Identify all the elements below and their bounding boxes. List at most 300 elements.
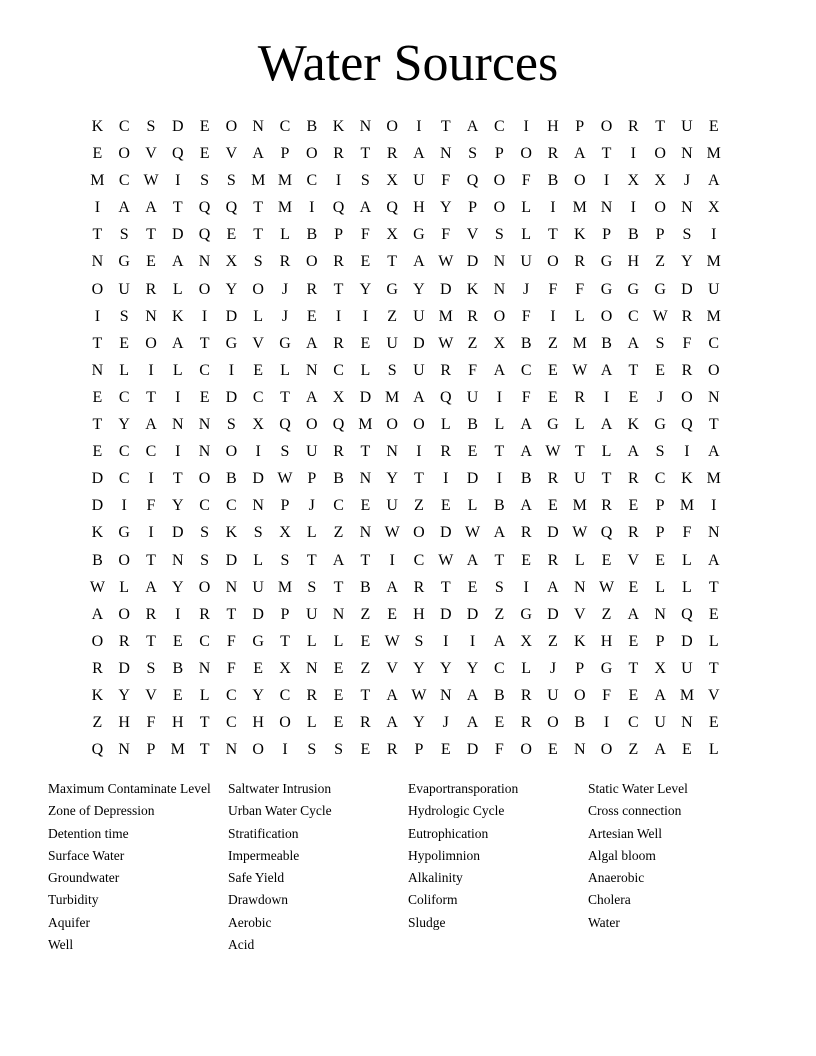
word-item: Impermeable bbox=[228, 847, 300, 863]
grid-letter: Q bbox=[279, 416, 291, 434]
grid-letter: T bbox=[494, 551, 505, 569]
grid-letter: X bbox=[279, 524, 291, 542]
grid-letter: A bbox=[707, 551, 720, 569]
grid-letter: U bbox=[681, 659, 693, 677]
grid-letter: A bbox=[547, 578, 559, 596]
grid-letter: Y bbox=[386, 470, 398, 488]
grid-letter: C bbox=[333, 361, 344, 379]
grid-letter: I bbox=[175, 172, 181, 190]
grid-letter: V bbox=[252, 334, 264, 352]
grid-letter: A bbox=[359, 199, 372, 217]
grid-letter: T bbox=[601, 470, 612, 488]
grid-letter: T bbox=[253, 199, 264, 217]
grid-letter: W bbox=[465, 524, 481, 542]
grid-letter: O bbox=[520, 741, 532, 759]
grid-letter: K bbox=[91, 118, 104, 135]
grid-letter: R bbox=[547, 551, 559, 569]
grid-letter: I bbox=[175, 443, 181, 461]
grid-letter: J bbox=[683, 172, 691, 190]
grid-letter: D bbox=[547, 524, 559, 542]
grid-letter: A bbox=[707, 172, 720, 190]
grid-letter: R bbox=[118, 632, 130, 650]
grid-letter: N bbox=[681, 145, 693, 163]
grid-letter: O bbox=[305, 253, 318, 271]
grid-letter: K bbox=[172, 307, 184, 325]
grid-letter: N bbox=[225, 741, 238, 759]
word-item: Aquifer bbox=[48, 914, 90, 930]
grid-letter: R bbox=[681, 361, 693, 379]
grid-letter: D bbox=[681, 280, 693, 298]
grid-letter: Q bbox=[198, 199, 211, 217]
grid-letter: S bbox=[119, 307, 129, 325]
word-item: Hydrologic Cycle bbox=[408, 803, 505, 819]
grid-letter: S bbox=[253, 524, 263, 542]
grid-letter: D bbox=[466, 470, 479, 488]
grid-letter: S bbox=[682, 226, 692, 244]
grid-letter: Q bbox=[332, 416, 345, 434]
word-item: Algal bloom bbox=[588, 847, 656, 863]
grid-letter: Y bbox=[413, 714, 425, 732]
grid-letter: Y bbox=[172, 497, 184, 515]
grid-letter: D bbox=[359, 388, 372, 406]
grid-letter: S bbox=[200, 524, 210, 542]
grid-letter: B bbox=[574, 714, 586, 732]
grid-letter: N bbox=[573, 741, 586, 759]
grid-letter: Q bbox=[332, 199, 345, 217]
grid-letter: X bbox=[225, 253, 238, 271]
grid-letter: A bbox=[573, 145, 586, 163]
grid-letter: N bbox=[172, 551, 184, 569]
grid-letter: I bbox=[335, 172, 342, 190]
grid-letter: N bbox=[573, 578, 586, 596]
grid-letter: I bbox=[496, 388, 503, 406]
grid-letter: K bbox=[573, 632, 586, 650]
grid-letter: M bbox=[706, 307, 721, 325]
grid-letter: I bbox=[443, 632, 449, 650]
grid-letter: C bbox=[199, 497, 210, 515]
grid-letter: Y bbox=[439, 199, 452, 217]
grid-letter: L bbox=[682, 551, 692, 569]
grid-letter: G bbox=[547, 416, 559, 434]
grid-letter: I bbox=[94, 307, 101, 325]
grid-letter: Y bbox=[172, 578, 184, 596]
grid-letter: G bbox=[654, 416, 666, 434]
grid-letter: W bbox=[384, 524, 400, 542]
grid-letter: C bbox=[118, 470, 130, 488]
grid-letter: A bbox=[466, 714, 479, 732]
grid-letter: I bbox=[335, 307, 342, 325]
grid-letter: J bbox=[523, 280, 530, 298]
grid-letter: B bbox=[494, 686, 505, 704]
grid-letter: Z bbox=[360, 605, 371, 623]
grid-letter: I bbox=[148, 524, 154, 542]
grid-letter: E bbox=[708, 714, 719, 732]
grid-letter: K bbox=[225, 524, 238, 542]
grid-letter: T bbox=[574, 443, 585, 461]
grid-letter: T bbox=[387, 253, 398, 271]
grid-letter: D bbox=[413, 334, 425, 352]
grid-letter: R bbox=[520, 714, 532, 732]
grid-letter: H bbox=[252, 714, 264, 732]
grid-letter: Q bbox=[681, 416, 693, 434]
grid-letter: X bbox=[279, 659, 291, 677]
grid-letter: R bbox=[574, 388, 586, 406]
grid-letter: B bbox=[628, 226, 639, 244]
grid-letter: N bbox=[386, 443, 398, 461]
grid-letter: F bbox=[682, 334, 692, 352]
grid-letter: A bbox=[145, 578, 157, 596]
letter-grid bbox=[84, 113, 727, 763]
word-item: Artesian Well bbox=[588, 825, 663, 841]
grid-letter: F bbox=[468, 361, 477, 379]
grid-letter: U bbox=[305, 443, 318, 461]
grid-letter: Z bbox=[655, 253, 666, 271]
grid-letter: W bbox=[438, 253, 454, 271]
grid-letter: T bbox=[333, 280, 344, 298]
grid-letter: I bbox=[201, 307, 208, 325]
grid-letter: O bbox=[413, 524, 425, 542]
grid-letter: Y bbox=[118, 416, 130, 434]
grid-letter: R bbox=[440, 443, 452, 461]
grid-letter: L bbox=[199, 686, 210, 704]
grid-letter: N bbox=[145, 307, 157, 325]
grid-letter: E bbox=[521, 551, 532, 569]
grid-letter: L bbox=[682, 578, 692, 596]
word-item: Safe Yield bbox=[228, 870, 285, 886]
grid-letter: W bbox=[572, 524, 588, 542]
grid-letter: O bbox=[198, 578, 211, 596]
grid-letter: O bbox=[252, 741, 264, 759]
grid-letter: F bbox=[494, 741, 504, 759]
grid-letter: E bbox=[333, 659, 344, 677]
grid-letter: Z bbox=[414, 497, 424, 515]
grid-letter: M bbox=[277, 578, 293, 596]
word-item: Acid bbox=[228, 937, 255, 953]
grid-letter: T bbox=[199, 714, 210, 732]
grid-letter: R bbox=[547, 145, 559, 163]
grid-letter: W bbox=[652, 307, 668, 325]
grid-letter: A bbox=[118, 199, 130, 217]
grid-letter: P bbox=[655, 226, 665, 244]
grid-letter: M bbox=[385, 388, 400, 406]
grid-letter: O bbox=[145, 334, 157, 352]
grid-letter: A bbox=[627, 443, 640, 461]
grid-letter: R bbox=[199, 605, 210, 623]
grid-letter: E bbox=[253, 659, 264, 677]
grid-letter: V bbox=[627, 551, 640, 569]
grid-letter: S bbox=[280, 443, 290, 461]
grid-letter: O bbox=[225, 443, 238, 461]
word-item: Urban Water Cycle bbox=[228, 803, 332, 819]
grid-letter: I bbox=[603, 714, 610, 732]
grid-letter: Q bbox=[466, 172, 479, 190]
grid-letter: A bbox=[654, 741, 666, 759]
grid-letter: E bbox=[360, 253, 371, 271]
grid-letter: F bbox=[575, 280, 585, 298]
grid-letter: Y bbox=[359, 280, 372, 298]
grid-letter: V bbox=[145, 145, 157, 163]
grid-letter: E bbox=[387, 605, 398, 623]
grid-letter: K bbox=[573, 226, 586, 244]
grid-letter: X bbox=[386, 172, 398, 190]
grid-letter: N bbox=[359, 524, 372, 542]
grid-letter: N bbox=[91, 361, 104, 379]
grid-letter: A bbox=[627, 334, 640, 352]
grid-letter: N bbox=[654, 605, 666, 623]
grid-letter: I bbox=[523, 578, 529, 596]
grid-letter: E bbox=[92, 145, 103, 163]
grid-letter: R bbox=[413, 578, 425, 596]
grid-letter: D bbox=[681, 632, 693, 650]
grid-letter: B bbox=[92, 551, 103, 569]
grid-letter: E bbox=[628, 632, 639, 650]
grid-letter: I bbox=[175, 388, 181, 406]
grid-letter: A bbox=[305, 388, 318, 406]
grid-letter: P bbox=[575, 659, 585, 677]
grid-letter: Y bbox=[466, 659, 479, 677]
word-item: Water bbox=[588, 914, 620, 930]
grid-letter: T bbox=[708, 578, 719, 596]
grid-letter: S bbox=[307, 741, 317, 759]
grid-letter: H bbox=[413, 199, 425, 217]
grid-letter: X bbox=[252, 416, 264, 434]
grid-letter: A bbox=[413, 253, 425, 271]
grid-letter: C bbox=[413, 551, 425, 569]
grid-letter: X bbox=[520, 632, 532, 650]
grid-letter: O bbox=[118, 605, 130, 623]
grid-letter: K bbox=[466, 280, 479, 298]
grid-letter: X bbox=[332, 388, 345, 406]
page-title: Water Sources bbox=[257, 35, 559, 92]
grid-letter: S bbox=[414, 632, 424, 650]
grid-letter: T bbox=[601, 145, 612, 163]
grid-letter: T bbox=[548, 226, 558, 244]
word-item: Eutrophication bbox=[408, 825, 489, 841]
grid-letter: C bbox=[118, 118, 130, 135]
grid-letter: P bbox=[494, 145, 504, 163]
grid-letter: T bbox=[494, 443, 505, 461]
grid-letter: I bbox=[121, 497, 127, 515]
grid-letter: L bbox=[467, 497, 478, 515]
grid-letter: U bbox=[654, 714, 666, 732]
grid-letter: C bbox=[333, 497, 344, 515]
grid-letter: N bbox=[493, 280, 506, 298]
grid-letter: L bbox=[280, 361, 290, 379]
grid-letter: I bbox=[309, 199, 315, 217]
grid-letter: T bbox=[146, 388, 156, 406]
word-column bbox=[228, 778, 408, 956]
grid-letter: E bbox=[199, 388, 210, 406]
grid-letter: O bbox=[520, 145, 532, 163]
grid-letter: L bbox=[521, 226, 532, 244]
grid-letter: E bbox=[682, 741, 692, 759]
grid-letter: U bbox=[573, 470, 586, 488]
grid-letter: Y bbox=[681, 253, 693, 271]
grid-letter: T bbox=[92, 334, 103, 352]
grid-letter: Z bbox=[387, 307, 398, 325]
word-item: Aerobic bbox=[228, 914, 272, 930]
grid-letter: U bbox=[520, 253, 532, 271]
grid-letter: G bbox=[654, 280, 666, 298]
grid-letter: N bbox=[681, 714, 693, 732]
grid-letter: N bbox=[198, 416, 211, 434]
grid-letter: L bbox=[306, 714, 317, 732]
grid-letter: O bbox=[681, 388, 693, 406]
grid-letter: C bbox=[279, 118, 291, 135]
grid-letter: I bbox=[416, 443, 422, 461]
grid-letter: I bbox=[175, 605, 181, 623]
grid-letter: I bbox=[228, 361, 235, 379]
grid-letter: M bbox=[706, 145, 721, 163]
grid-letter: H bbox=[172, 714, 184, 732]
grid-letter: O bbox=[547, 714, 559, 732]
grid-letter: V bbox=[707, 686, 720, 704]
grid-letter: Y bbox=[413, 280, 425, 298]
grid-letter: E bbox=[172, 632, 183, 650]
grid-letter: T bbox=[708, 416, 719, 434]
grid-letter: L bbox=[119, 361, 130, 379]
grid-letter: M bbox=[251, 172, 266, 190]
grid-letter: N bbox=[198, 443, 211, 461]
grid-letter: T bbox=[655, 118, 666, 135]
grid-letter: G bbox=[627, 280, 640, 298]
grid-letter: S bbox=[253, 253, 263, 271]
grid-letter: X bbox=[493, 334, 506, 352]
word-item: Drawdown bbox=[228, 892, 288, 908]
grid-letter: B bbox=[494, 497, 505, 515]
grid-letter: D bbox=[172, 226, 184, 244]
grid-letter: T bbox=[280, 388, 290, 406]
grid-letter: D bbox=[439, 280, 452, 298]
grid-letter: M bbox=[277, 172, 293, 190]
grid-letter: I bbox=[94, 199, 101, 217]
grid-letter: G bbox=[600, 280, 613, 298]
grid-letter: N bbox=[198, 253, 211, 271]
grid-letter: V bbox=[225, 145, 238, 163]
grid-letter: R bbox=[386, 145, 398, 163]
grid-letter: P bbox=[280, 497, 290, 515]
grid-letter: L bbox=[253, 551, 264, 569]
grid-letter: M bbox=[358, 416, 373, 434]
grid-letter: O bbox=[118, 145, 130, 163]
grid-letter: C bbox=[118, 443, 130, 461]
grid-letter: T bbox=[440, 118, 451, 135]
grid-letter: X bbox=[386, 226, 398, 244]
grid-letter: G bbox=[386, 280, 398, 298]
grid-letter: S bbox=[494, 578, 504, 596]
word-item: Coliform bbox=[408, 892, 458, 908]
grid-letter: U bbox=[305, 605, 318, 623]
grid-letter: T bbox=[306, 551, 317, 569]
grid-letter: G bbox=[413, 226, 425, 244]
grid-letter: R bbox=[279, 253, 291, 271]
grid-letter: A bbox=[413, 145, 425, 163]
grid-letter: Z bbox=[548, 632, 558, 650]
grid-letter: A bbox=[600, 416, 613, 434]
grid-letter: W bbox=[598, 578, 615, 596]
grid-letter: P bbox=[468, 199, 477, 217]
grid-letter: L bbox=[655, 578, 666, 596]
grid-letter: R bbox=[467, 307, 478, 325]
grid-letter: F bbox=[602, 686, 611, 704]
grid-letter: O bbox=[305, 416, 318, 434]
grid-letter: Q bbox=[681, 605, 693, 623]
grid-letter: J bbox=[281, 280, 289, 298]
grid-letter: E bbox=[199, 145, 210, 163]
grid-letter: E bbox=[333, 686, 344, 704]
grid-letter: S bbox=[146, 659, 156, 677]
grid-letter: Q bbox=[91, 741, 104, 759]
grid-letter: A bbox=[600, 361, 613, 379]
grid-letter: Y bbox=[118, 686, 130, 704]
grid-letter: Q bbox=[225, 199, 238, 217]
grid-letter: S bbox=[334, 741, 344, 759]
grid-letter: B bbox=[360, 578, 371, 596]
grid-letter: E bbox=[548, 741, 558, 759]
grid-letter: I bbox=[684, 443, 690, 461]
grid-letter: F bbox=[226, 659, 236, 677]
grid-letter: P bbox=[575, 118, 585, 135]
grid-letter: I bbox=[630, 145, 636, 163]
grid-letter: W bbox=[411, 686, 427, 704]
grid-letter: A bbox=[654, 686, 666, 704]
grid-letter: B bbox=[467, 416, 478, 434]
grid-letter: K bbox=[332, 118, 345, 135]
grid-letter: E bbox=[548, 497, 558, 515]
grid-letter: A bbox=[707, 443, 720, 461]
grid-letter: U bbox=[681, 118, 693, 135]
grid-letter: C bbox=[199, 361, 210, 379]
grid-letter: H bbox=[600, 632, 613, 650]
grid-letter: L bbox=[521, 199, 532, 217]
grid-letter: F bbox=[521, 172, 531, 190]
grid-letter: M bbox=[438, 307, 453, 325]
grid-letter: K bbox=[627, 416, 640, 434]
grid-letter: E bbox=[146, 253, 156, 271]
grid-letter: J bbox=[442, 714, 449, 732]
grid-letter: P bbox=[146, 741, 156, 759]
grid-letter: I bbox=[362, 307, 369, 325]
grid-letter: F bbox=[548, 280, 558, 298]
grid-letter: K bbox=[681, 470, 693, 488]
grid-letter: I bbox=[603, 388, 610, 406]
grid-letter: A bbox=[386, 686, 398, 704]
word-column bbox=[408, 778, 588, 956]
word-item: Cholera bbox=[588, 892, 631, 908]
grid-letter: N bbox=[359, 470, 372, 488]
grid-letter: C bbox=[226, 497, 237, 515]
grid-letter: S bbox=[655, 334, 665, 352]
grid-letter: N bbox=[332, 605, 345, 623]
grid-letter: W bbox=[89, 578, 105, 596]
grid-letter: A bbox=[252, 145, 264, 163]
grid-letter: C bbox=[628, 714, 639, 732]
grid-letter: P bbox=[280, 605, 290, 623]
word-item: Alkalinity bbox=[408, 870, 463, 886]
grid-letter: E bbox=[628, 686, 639, 704]
grid-letter: B bbox=[306, 226, 318, 244]
grid-letter: S bbox=[655, 443, 665, 461]
grid-letter: D bbox=[466, 605, 479, 623]
grid-letter: L bbox=[574, 307, 585, 325]
grid-letter: A bbox=[493, 524, 506, 542]
grid-letter: R bbox=[386, 741, 398, 759]
grid-letter: R bbox=[333, 145, 344, 163]
grid-letter: M bbox=[90, 172, 105, 190]
word-item: Sludge bbox=[408, 914, 446, 930]
grid-letter: Z bbox=[92, 714, 103, 732]
grid-letter: X bbox=[627, 172, 640, 190]
